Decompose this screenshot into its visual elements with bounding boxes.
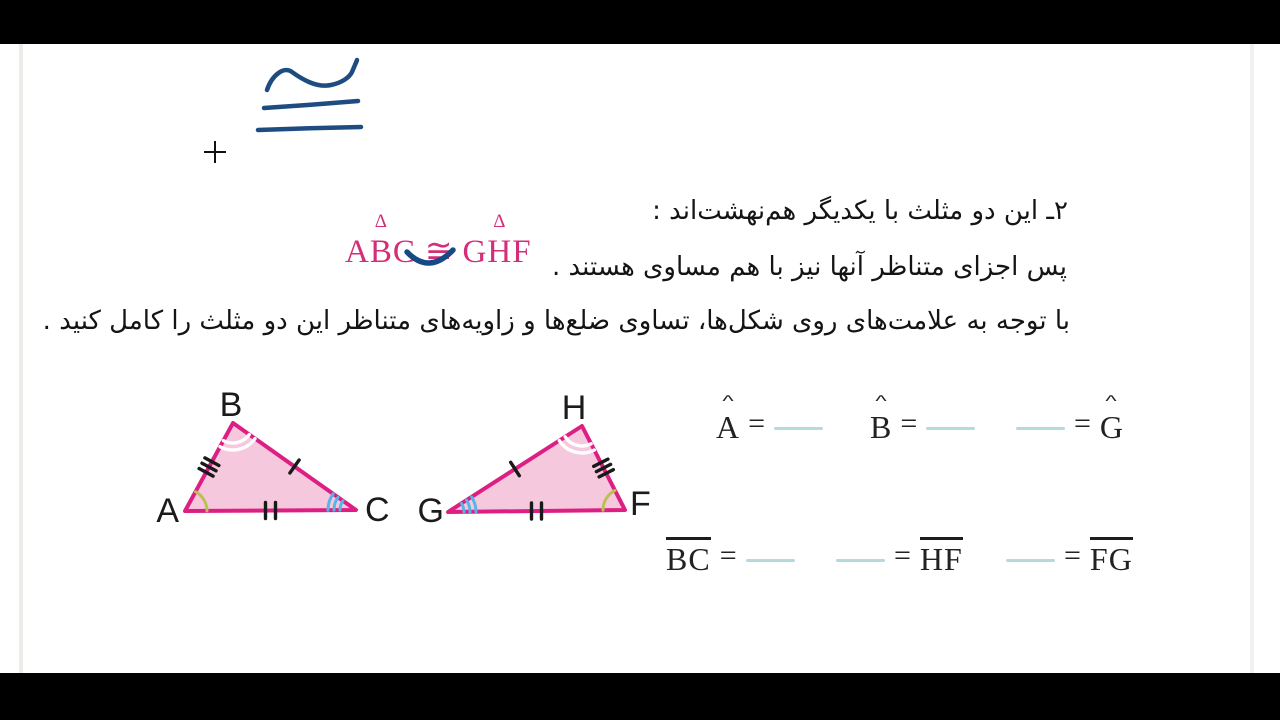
angle-term: ^ G (1099, 393, 1124, 445)
statement-letter: Δ B (369, 211, 393, 270)
congruent-symbol: ≅ (424, 234, 454, 270)
vertex-label-f: F (630, 485, 651, 523)
pen-ink-strokes (258, 60, 361, 130)
vertex-label-g: G (417, 492, 444, 530)
statement-letter: Δ H (487, 211, 513, 270)
statement-letter: A (345, 234, 370, 270)
statement-letter: F (512, 234, 532, 270)
angle-hat-icon: ^ (721, 393, 734, 410)
statement-letter: C (392, 234, 416, 270)
angle-hat-icon: ^ (1105, 393, 1118, 410)
pen-line-stroke-2 (258, 127, 361, 130)
pen-line-stroke-1 (264, 101, 358, 108)
equals-sign: = (900, 407, 918, 440)
angle-term: ^ A (716, 393, 740, 445)
vertex-label-b: B (219, 386, 243, 424)
equals-sign: = (748, 407, 766, 440)
statement-letter: G (462, 234, 488, 270)
cursor-plus-icon (204, 141, 226, 163)
triangle-hat-icon: Δ (374, 211, 388, 232)
equals-sign: = (1064, 539, 1081, 572)
equals-sign: = (1074, 407, 1091, 440)
angle-term: ^ B (870, 393, 892, 445)
lesson-line-1: ۲ـ این دو مثلث با یکدیگر هم‌نهشت‌اند : (652, 196, 1068, 226)
segment-term: FG (1090, 537, 1133, 575)
segment-term: BC (666, 537, 711, 575)
pen-smile-underline (407, 250, 453, 263)
vertex-label-a: A (156, 492, 179, 530)
lesson-line-2: پس اجزای متناظر آنها نیز با هم مساوی هستند . (552, 252, 1067, 282)
pen-squiggle-stroke (267, 60, 357, 90)
lesson-line-3: با توجه به علامت‌های روی شکل‌ها، تساوی ضلع‌ها و زاویه‌های متناظر این دو مثلث را کامل کنید . (42, 306, 1070, 336)
equals-sign: = (894, 539, 911, 572)
angle-hat-icon: ^ (875, 393, 887, 410)
equals-sign: = (719, 539, 737, 572)
triangle-hat-icon: Δ (493, 211, 507, 232)
vertex-label-h: H (561, 389, 587, 427)
segment-term: HF (920, 537, 963, 575)
vertex-label-c: C (365, 491, 390, 529)
